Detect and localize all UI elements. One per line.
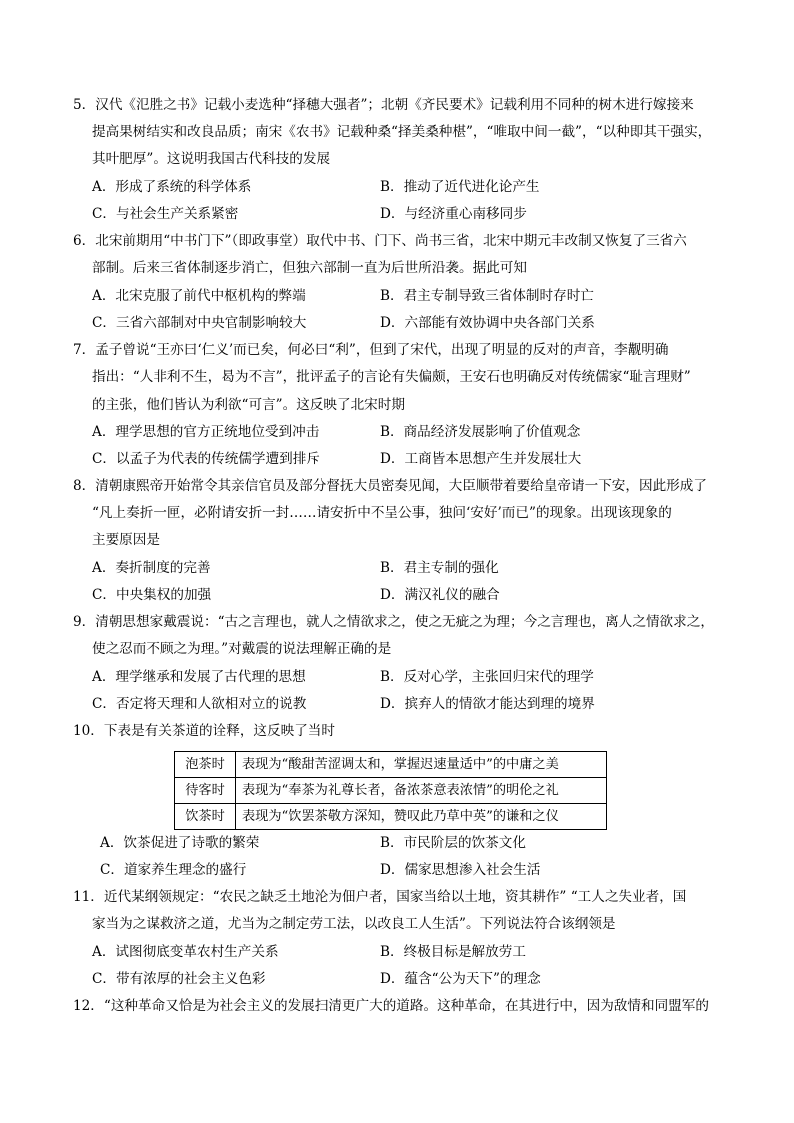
q11-option-b[interactable]: B．终极目标是解放劳工	[380, 944, 526, 960]
q5-option-d[interactable]: D．与经济重心南移同步	[380, 206, 527, 222]
q11-option-a[interactable]: A．试图彻底变革农村生产关系	[92, 944, 279, 960]
q10-option-c[interactable]: C．道家养生理念的盛行	[100, 862, 247, 878]
table-row	[175, 778, 607, 804]
q5-stem-line-2: 提高果树结实和改良品质；南宋《农书》记载种桑“择美桑种椹”，“唯取中间一截”，“以种即其干强实，	[92, 124, 712, 140]
table-cell-value: 表现为“酸甜苦涩调太和，掌握迟速量适中”的中庸之美	[236, 752, 607, 778]
q6-option-d[interactable]: D．六部能有效协调中央各部门关系	[380, 315, 595, 331]
q6-option-c[interactable]: C．三省六部制对中央官制影响较大	[92, 315, 307, 331]
q8-stem-line-2: “凡上奏折一匣，必附请安折一封……请安折中不呈公事，独问‘安好’而已”的现象。出现该现象的	[92, 505, 672, 521]
q6-option-b[interactable]: B．君主专制导致三省体制时存时亡	[380, 288, 594, 304]
q9-option-d[interactable]: D．摈弃人的情欲才能达到理的境界	[380, 696, 595, 712]
q8-option-c[interactable]: C．中央集权的加强	[92, 587, 212, 603]
q11-option-d[interactable]: D．蕴含“公为天下”的理念	[380, 971, 541, 987]
q9-option-a[interactable]: A．理学继承和发展了古代理的思想	[92, 669, 306, 685]
tea-ceremony-table	[174, 751, 607, 830]
table-row	[175, 752, 607, 778]
q8-stem-line-3: 主要原因是	[92, 532, 160, 548]
q8-option-b[interactable]: B．君主专制的强化	[380, 560, 499, 576]
table-cell-value: 表现为“饮罢茶敬方深知，赞叹此乃草中英”的谦和之仪	[236, 804, 607, 830]
q7-stem-line-3: 的主张，他们皆认为利欲“可言”。这反映了北宋时期	[92, 397, 405, 413]
q7-stem-line-2: 指出：“人非利不生，曷为不言”，批评孟子的言论有失偏颇，王安石也明确反对传统儒家“耻言理财”	[92, 369, 691, 385]
q9-stem-line-1: 9．清朝思想家戴震说：“古之言理也，就人之情欲求之，使之无疵之为理；今之言理也，离人之情欲求之，	[73, 614, 714, 630]
table-cell-value: 表现为“奉茶为礼尊长者，备浓茶意表浓情”的明伦之礼	[236, 778, 607, 804]
q7-option-d[interactable]: D．工商皆本思想产生并发展壮大	[380, 451, 582, 467]
q7-option-b[interactable]: B．商品经济发展影响了价值观念	[380, 424, 581, 440]
table-cell-key: 饮茶时	[175, 804, 236, 830]
q6-stem-line-1: 6．北宋前期用“中书门下”（即政事堂）取代中书、门下、尚书三省，北宋中期元丰改制又恢复了三省六	[73, 233, 687, 249]
q7-stem-line-1: 7．孟子曾说“王亦曰‘仁义’而已矣，何必曰“利”，但到了宋代，出现了明显的反对的声音，李觏明确	[73, 342, 669, 358]
q5-option-b[interactable]: B．推动了近代进化论产生	[380, 179, 540, 195]
q10-option-a[interactable]: A．饮茶促进了诗歌的繁荣	[100, 835, 260, 851]
q9-stem-line-2: 使之忍而不顾之为理。”对戴震的说法理解正确的是	[92, 641, 392, 657]
q8-stem-line-1: 8．清朝康熙帝开始常令其亲信官员及部分督抚大员密奏见闻，大臣顺带着要给皇帝请一下安，因此形成了	[73, 478, 707, 494]
table-row	[175, 804, 607, 830]
q6-stem-line-2: 部制。后来三省体制逐步消亡，但独六部制一直为后世所沿袭。据此可知	[92, 260, 527, 276]
q9-option-b[interactable]: B．反对心学，主张回归宋代的理学	[380, 669, 594, 685]
q11-stem-line-2: 家当为之谋救济之道，尤当为之制定劳工法，以改良工人生活”。下列说法符合该纲领是	[92, 916, 616, 932]
q10-option-d[interactable]: D．儒家思想渗入社会生活	[380, 862, 541, 878]
q5-stem-line-3: 其叶肥厚”。这说明我国古代科技的发展	[92, 151, 331, 167]
table-cell-key: 泡茶时	[175, 752, 236, 778]
q11-stem-line-1: 11．近代某纲领规定：“农民之缺乏土地沦为佃户者，国家当给以土地，资其耕作” “工人之失业者，国	[73, 889, 687, 905]
q8-option-d[interactable]: D．满汉礼仪的融合	[380, 587, 500, 603]
q5-option-a[interactable]: A．形成了系统的科学体系	[92, 179, 252, 195]
q7-option-a[interactable]: A．理学思想的官方正统地位受到冲击	[92, 424, 320, 440]
q10-stem-line-1: 10．下表是有关茶道的诠释，这反映了当时	[73, 723, 335, 739]
q5-option-c[interactable]: C．与社会生产关系紧密	[92, 206, 239, 222]
q11-option-c[interactable]: C．带有浓厚的社会主义色彩	[92, 971, 266, 987]
q10-option-b[interactable]: B．市民阶层的饮茶文化	[380, 835, 526, 851]
q12-stem-line-1: 12．“这种革命又恰是为社会主义的发展扫清更广大的道路。这种革命，在其进行中，因为敌情和同盟军的	[73, 998, 709, 1014]
q8-option-a[interactable]: A．奏折制度的完善	[92, 560, 211, 576]
q7-option-c[interactable]: C．以孟子为代表的传统儒学遭到排斥	[92, 451, 320, 467]
q9-option-c[interactable]: C．否定将天理和人欲相对立的说教	[92, 696, 307, 712]
table-cell-key: 待客时	[175, 778, 236, 804]
q6-option-a[interactable]: A．北宋克服了前代中枢机构的弊端	[92, 288, 306, 304]
q5-stem-line-1: 5．汉代《氾胜之书》记载小麦选种“择穗大强者”；北朝《齐民要术》记载利用不同种的树木进行嫁接来	[73, 97, 694, 113]
